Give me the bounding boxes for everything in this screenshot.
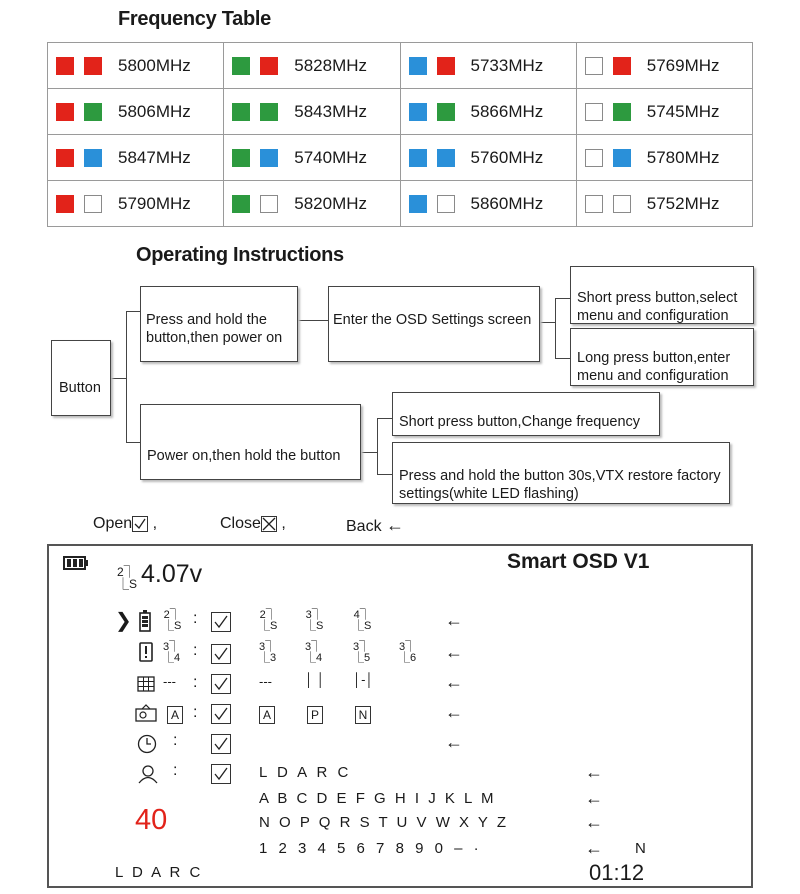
- connector: [110, 378, 126, 379]
- table-cell: [400, 135, 576, 181]
- back-arrow-icon: ←: [585, 762, 603, 782]
- frequency-label: 5733MHz: [470, 55, 544, 75]
- short-press-freq-box: Short press button,Change frequency: [392, 392, 660, 436]
- frequency-label: 5790MHz: [118, 193, 191, 213]
- table-cell: [576, 89, 752, 135]
- white-led-icon: [585, 57, 603, 75]
- red-led-icon: [56, 149, 74, 167]
- option-3-6[interactable]: 3⏋ ⎿6: [399, 641, 417, 664]
- option-bar-dash[interactable]: │-│: [353, 672, 374, 687]
- osd-title: Smart OSD V1: [507, 550, 650, 573]
- keyboard-row-3[interactable]: 1 2 3 4 5 6 7 8 9 0 – ·: [259, 840, 479, 857]
- table-cell: [576, 181, 752, 227]
- blue-led-icon: [437, 149, 455, 167]
- pilot-name: L D A R C: [115, 864, 201, 881]
- blue-led-icon: [409, 103, 427, 121]
- white-led-icon: [585, 195, 603, 213]
- table-cell: [400, 89, 576, 135]
- warning-icon: [139, 642, 153, 662]
- check-icon: [132, 516, 148, 532]
- table-cell: [400, 43, 576, 89]
- legend-close: [220, 515, 286, 533]
- frequency-table: [47, 42, 753, 227]
- back-arrow-icon: ←: [445, 732, 463, 752]
- frequency-label: 5860MHz: [470, 193, 544, 213]
- button-box: Button: [51, 340, 111, 416]
- option-3-3[interactable]: 3⏋ ⎿3: [259, 641, 277, 664]
- keyboard-row-2[interactable]: N O P Q R S T U V W X Y Z: [259, 814, 506, 831]
- row4-checkbox[interactable]: [211, 704, 231, 724]
- row6-checkbox[interactable]: [211, 764, 231, 784]
- white-led-icon: [260, 195, 278, 213]
- name-value: L D A R C: [259, 764, 349, 781]
- white-led-icon: [613, 195, 631, 213]
- option-a[interactable]: A: [259, 706, 275, 724]
- colon: :: [193, 674, 198, 691]
- power-on-hold-box: Power on,then hold the button: [140, 404, 361, 480]
- table-cell: [48, 135, 224, 181]
- legend-back: [346, 515, 404, 536]
- legend-open: [93, 515, 157, 533]
- option-3-5[interactable]: 3⏋ ⎿5: [353, 641, 371, 664]
- red-led-icon: [56, 195, 74, 213]
- frequency-label: 5745MHz: [646, 101, 720, 121]
- row3-value: ---: [163, 674, 176, 689]
- connector: [126, 442, 141, 443]
- red-led-icon: [260, 57, 278, 75]
- back-arrow-icon: ←: [445, 642, 463, 662]
- row3-checkbox[interactable]: [211, 674, 231, 694]
- blue-led-icon: [409, 149, 427, 167]
- cursor-icon: ❯: [115, 610, 132, 632]
- white-led-icon: [585, 103, 603, 121]
- instructions-title: Operating Instructions: [136, 244, 344, 266]
- blue-led-icon: [84, 149, 102, 167]
- table-row: [48, 135, 753, 181]
- table-cell: [400, 181, 576, 227]
- back-arrow-icon: ←: [445, 672, 463, 692]
- row4-value: A: [167, 706, 183, 724]
- green-led-icon: [437, 103, 455, 121]
- connector: [555, 298, 556, 358]
- connector: [555, 298, 570, 299]
- frequency-label: 5780MHz: [646, 147, 720, 167]
- legend-open-label: Open: [93, 515, 133, 532]
- back-arrow-icon: ←: [585, 838, 603, 858]
- osd-screen: [47, 544, 753, 888]
- connector: [126, 311, 141, 312]
- colon: :: [193, 642, 198, 659]
- table-cell: [48, 181, 224, 227]
- keyboard-row-1[interactable]: A B C D E F G H I J K L M: [259, 790, 494, 807]
- colon: :: [173, 732, 178, 749]
- option-3s[interactable]: 3⏋ ⎿S: [305, 609, 324, 632]
- option-n[interactable]: N: [355, 706, 371, 724]
- short-press-select-box: Short press button,select menu and configuration: [570, 266, 754, 324]
- frequency-label: 5866MHz: [470, 101, 544, 121]
- blue-led-icon: [409, 195, 427, 213]
- back-arrow-icon: ←: [585, 812, 603, 832]
- connector: [377, 418, 378, 474]
- table-cell: [224, 181, 400, 227]
- legend-close-label: Close: [220, 515, 261, 532]
- frequency-label: 5847MHz: [118, 147, 191, 167]
- frequency-label: 5820MHz: [294, 193, 368, 213]
- press-hold-power-box: Press and hold the button,then power on: [140, 286, 298, 362]
- connector: [555, 358, 570, 359]
- legend-comma: ,: [281, 515, 286, 532]
- enter-osd-box: Enter the OSD Settings screen: [328, 286, 540, 362]
- restore-box: Press and hold the button 30s,VTX restore factory settings(white LED flashing): [392, 442, 730, 504]
- option-3-4[interactable]: 3⏋ ⎿4: [305, 641, 323, 664]
- red-led-icon: [613, 57, 631, 75]
- green-led-icon: [613, 103, 631, 121]
- red-led-icon: [56, 57, 74, 75]
- green-led-icon: [84, 103, 102, 121]
- back-arrow-icon: ←: [386, 515, 405, 535]
- clock-icon: [137, 734, 157, 754]
- green-led-icon: [232, 57, 250, 75]
- colon: :: [193, 610, 198, 627]
- connector: [361, 452, 377, 453]
- white-led-icon: [84, 195, 102, 213]
- blue-led-icon: [409, 57, 427, 75]
- option-4s[interactable]: 4⏋ ⎿S: [353, 609, 372, 632]
- voltage-value: 4.07v: [141, 560, 203, 588]
- frequency-label: 5752MHz: [646, 193, 720, 213]
- channel-number: 40: [135, 804, 168, 836]
- frequency-label: 5806MHz: [118, 101, 191, 121]
- red-led-icon: [56, 103, 74, 121]
- green-led-icon: [232, 149, 250, 167]
- legend-comma: ,: [152, 515, 158, 532]
- cross-icon: [261, 516, 277, 532]
- row5-checkbox[interactable]: [211, 734, 231, 754]
- row1-checkbox[interactable]: [211, 612, 231, 632]
- frequency-table-title: Frequency Table: [118, 8, 271, 30]
- row1-value: 2⏋ ⎿S: [163, 609, 182, 632]
- frequency-label: 5769MHz: [646, 55, 720, 75]
- green-led-icon: [232, 195, 250, 213]
- blue-led-icon: [613, 149, 631, 167]
- cells-label: 2⏋ ⎿S: [117, 565, 138, 591]
- option-bars[interactable]: │ │: [305, 672, 325, 687]
- table-cell: [224, 43, 400, 89]
- option-dash[interactable]: ---: [259, 674, 272, 689]
- table-cell: [576, 43, 752, 89]
- nav-label: N: [635, 840, 646, 857]
- colon: :: [173, 762, 178, 779]
- long-press-enter-box: Long press button,enter menu and configuration: [570, 328, 754, 386]
- camera-icon: [135, 704, 157, 722]
- table-cell: [224, 89, 400, 135]
- grid-icon: [137, 676, 155, 692]
- legend-back-label: Back: [346, 518, 382, 535]
- table-cell: [224, 135, 400, 181]
- row2-checkbox[interactable]: [211, 644, 231, 664]
- row2-value: 3⏋ ⎿4: [163, 641, 181, 664]
- table-row: [48, 181, 753, 227]
- osd-time: 01:12: [589, 860, 645, 885]
- red-led-icon: [84, 57, 102, 75]
- connector: [377, 474, 393, 475]
- red-led-icon: [437, 57, 455, 75]
- green-led-icon: [232, 103, 250, 121]
- connector: [377, 418, 393, 419]
- green-led-icon: [260, 103, 278, 121]
- back-arrow-icon: ←: [445, 702, 463, 722]
- frequency-label: 5843MHz: [294, 101, 368, 121]
- white-led-icon: [437, 195, 455, 213]
- connector: [540, 322, 555, 323]
- table-row: [48, 89, 753, 135]
- frequency-label: 5828MHz: [294, 55, 368, 75]
- table-row: [48, 43, 753, 89]
- connector: [298, 320, 328, 321]
- battery-icon: [139, 610, 151, 632]
- back-arrow-icon: ←: [585, 788, 603, 808]
- option-2s[interactable]: 2⏋ ⎿S: [259, 609, 278, 632]
- frequency-label: 5760MHz: [470, 147, 544, 167]
- back-arrow-icon: ←: [445, 610, 463, 630]
- battery-icon: [63, 556, 89, 570]
- blue-led-icon: [260, 149, 278, 167]
- table-cell: [48, 43, 224, 89]
- frequency-label: 5740MHz: [294, 147, 368, 167]
- option-p[interactable]: P: [307, 706, 323, 724]
- frequency-label: 5800MHz: [118, 55, 191, 75]
- white-led-icon: [585, 149, 603, 167]
- connector: [126, 311, 127, 443]
- colon: :: [193, 704, 198, 721]
- user-icon: [137, 764, 159, 784]
- table-cell: [48, 89, 224, 135]
- table-cell: [576, 135, 752, 181]
